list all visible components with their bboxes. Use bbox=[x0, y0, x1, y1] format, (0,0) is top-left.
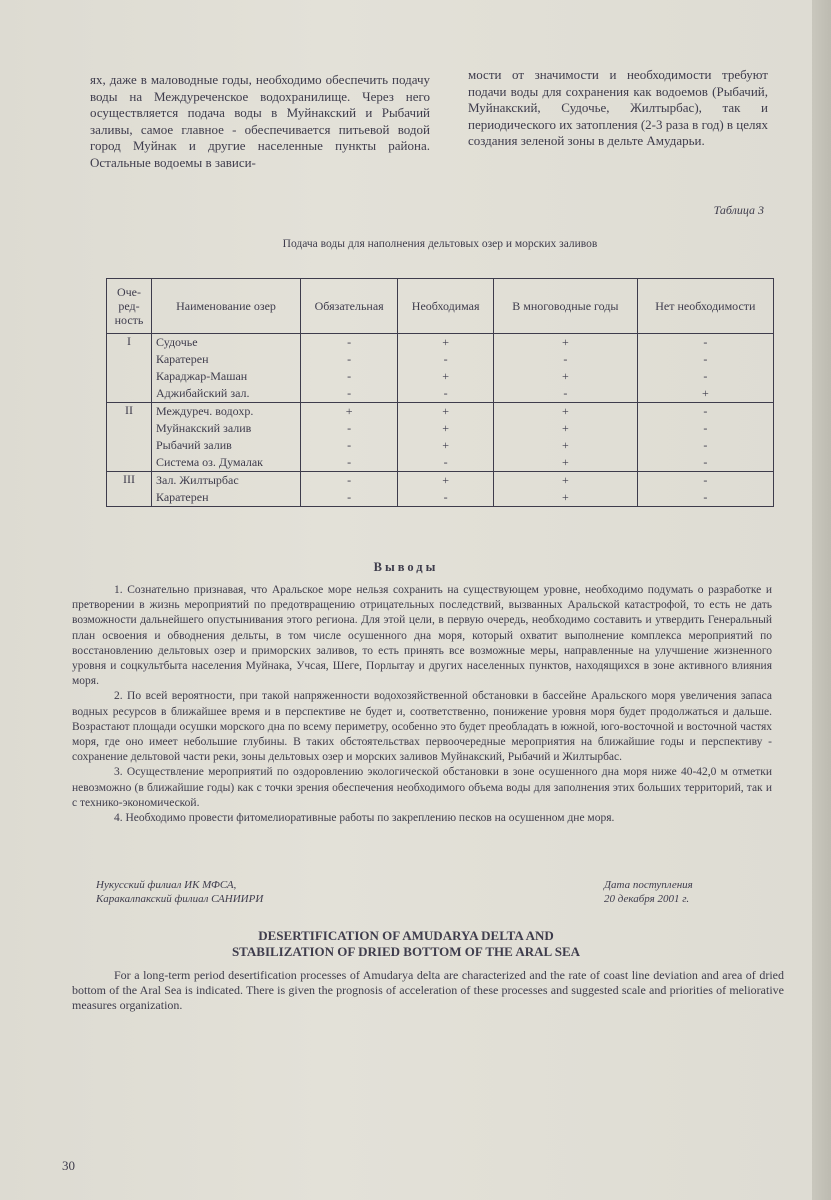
mark: + bbox=[561, 473, 569, 487]
mark: + bbox=[561, 438, 569, 452]
lake-name: Аджибайский зал. bbox=[156, 386, 250, 400]
lake-name: Каратерен bbox=[156, 352, 209, 366]
water-supply-table bbox=[106, 278, 774, 507]
high-water-cell bbox=[494, 472, 638, 507]
lake-name: Зал. Жилтырбас bbox=[156, 473, 239, 487]
necessary-cell bbox=[398, 334, 494, 403]
mark: + bbox=[701, 386, 709, 400]
received-date bbox=[604, 878, 693, 906]
text-column-left: ях, даже в маловодные годы, необходимо обеспечить подачу воды на Междуреченское водохранилище. Через него осуществляется подача воды в Муйнакский и Рыбачий заливы, самое главное - обеспечивается питьевой водой город Муйнак и другие населенные пункты района. Остальные водоемы в зависи- bbox=[90, 72, 430, 170]
mandatory-cell bbox=[301, 472, 398, 507]
necessary-cell bbox=[398, 472, 494, 507]
mark: - bbox=[703, 455, 708, 469]
conclusion-paragraph: 4. Необходимо провести фитомелиоративные работы по закреплению песков на осушенном дне моря. bbox=[114, 812, 615, 825]
affiliation-line: Каракалпакский филиал САНИИРИ bbox=[96, 893, 264, 905]
lake-name: Рыбачий залив bbox=[156, 438, 232, 452]
mark: - bbox=[703, 438, 708, 452]
mandatory-cell bbox=[301, 334, 398, 403]
mark: - bbox=[347, 473, 352, 487]
english-title bbox=[0, 928, 812, 960]
lake-names-cell bbox=[152, 403, 301, 472]
mark: - bbox=[347, 369, 352, 383]
table-group-row bbox=[107, 334, 774, 403]
mark: + bbox=[442, 473, 450, 487]
lake-name: Междуреч. водохр. bbox=[156, 404, 254, 418]
mark: + bbox=[442, 335, 450, 349]
header-necessary: Необходимая bbox=[398, 279, 494, 334]
page-edge bbox=[812, 0, 831, 1200]
table-group-row bbox=[107, 403, 774, 472]
conclusions-title: Выводы bbox=[373, 560, 439, 574]
header-not-needed: Нет необходимости bbox=[637, 279, 773, 334]
mark: - bbox=[563, 352, 568, 366]
mark: - bbox=[703, 473, 708, 487]
table-group-row bbox=[107, 472, 774, 507]
affiliation-line: Нукусский филиал ИК МФСА, bbox=[96, 879, 237, 891]
mark: - bbox=[703, 421, 708, 435]
mark: - bbox=[703, 404, 708, 418]
mark: - bbox=[443, 352, 448, 366]
mark: - bbox=[347, 352, 352, 366]
priority-cell: II bbox=[107, 403, 152, 472]
conclusion-paragraph: 1. Сознательно признавая, что Аральское море нельзя сохранить на существующем уровне, необходимо подумать о разработке и претворении в жизнь мероприятий по предотвращению отрицательных последствий, вызванных Аральской катастрофой, то есть не дать возможности дальнейшего опустынивания этого региона. Для этой цели, в первую очередь, необходимо составить и утвердить Генеральный план освоения и обводнения дельты, в том числе осушенного дна моря, который охватит выполнение комплекса мероприятий по восстановлению дельтовых озер и приморских заливов, то есть принять все возможные меры, направленные на улучшение жизненного уровня и соцкультбыта населения Муйнака, Учсая, Шеге, Порлытау и других населенных пунктов, находящихся в зоне активного влияния моря. bbox=[72, 584, 772, 688]
mark: + bbox=[561, 490, 569, 504]
mark: + bbox=[561, 335, 569, 349]
received-value: 20 декабря 2001 г. bbox=[604, 893, 690, 905]
lake-name: Муйнакский залив bbox=[156, 421, 252, 435]
lake-names-cell bbox=[152, 472, 301, 507]
mark: - bbox=[443, 386, 448, 400]
mark: - bbox=[703, 369, 708, 383]
mark: - bbox=[347, 335, 352, 349]
english-title-line: STABILIZATION OF DRIED BOTTOM OF THE ARAL SEA bbox=[231, 944, 581, 959]
mark: + bbox=[345, 404, 353, 418]
mark: - bbox=[703, 490, 708, 504]
conclusion-paragraph: 2. По всей вероятности, при такой напряженности водохозяйственной обстановки в бассейне Аральского моря увеличения запаса водных ресурсов в ближайшее время и в перспективе не будет и, соответственно, понижение уровня моря будет продолжаться и дальше. Возрастают площади осушки морского дна по всему периметру, особенно это будет преобладать в южной, юго-восточной и восточной частях моря, где оно имеет небольшие глубины. В таких обстоятельствах первоочередные мероприятия на ближайшие годы и перспективу - сохранение дельтовой части реки, зоны дельтовых озер и морских заливов Муйнакский, Рыбачий и Жилтырбас. bbox=[72, 690, 772, 764]
not-needed-cell bbox=[637, 334, 773, 403]
table-header-row bbox=[107, 279, 774, 334]
english-title-line: DESERTIFICATION OF AMUDARYA DELTA AND bbox=[258, 928, 554, 943]
text-column-right: мости от значимости и необходимости требуют подачи воды для сохранения как водоемов (Рыбачий, Муйнакский, Судочье, Жилтырбас), так и периодического их затопления (2-3 раза в год) в целях создания зеленой зоны в дельте Амударьи. bbox=[468, 67, 768, 148]
english-abstract: For a long-term period desertification processes of Amudarya delta are characterized and the rate of coast line deviation and area of dried bottom of the Aral Sea is indicated. There is given the prognosis of acceleration of these processes and suggested scale and priorities of meliorative measures organization. bbox=[72, 968, 784, 1012]
mark: - bbox=[443, 490, 448, 504]
high-water-cell bbox=[494, 334, 638, 403]
mark: + bbox=[442, 438, 450, 452]
mark: - bbox=[563, 386, 568, 400]
header-mandatory: Обязательная bbox=[301, 279, 398, 334]
header-high-water-years: В многоводные годы bbox=[494, 279, 638, 334]
mark: + bbox=[442, 369, 450, 383]
not-needed-cell bbox=[637, 403, 773, 472]
lake-name: Караджар-Машан bbox=[156, 369, 248, 383]
table-caption: Подача воды для наполнения дельтовых озер и морских заливов bbox=[282, 238, 598, 250]
mark: - bbox=[443, 455, 448, 469]
conclusions-body bbox=[72, 583, 772, 826]
page-number: 30 bbox=[62, 1158, 75, 1173]
mark: + bbox=[442, 421, 450, 435]
header-lake-name: Наименование озер bbox=[152, 279, 301, 334]
mark: + bbox=[561, 421, 569, 435]
mark: - bbox=[347, 438, 352, 452]
not-needed-cell bbox=[637, 472, 773, 507]
lake-name: Судочье bbox=[156, 335, 198, 349]
mark: - bbox=[347, 386, 352, 400]
high-water-cell bbox=[494, 403, 638, 472]
affiliation bbox=[96, 878, 263, 906]
header-priority: Оче-ред-ность bbox=[107, 279, 152, 334]
priority-cell: III bbox=[107, 472, 152, 507]
mark: + bbox=[561, 404, 569, 418]
lake-names-cell bbox=[152, 334, 301, 403]
mark: - bbox=[347, 490, 352, 504]
lake-name: Система оз. Думалак bbox=[156, 455, 264, 469]
necessary-cell bbox=[398, 403, 494, 472]
mark: + bbox=[561, 369, 569, 383]
table-label: Таблица 3 bbox=[713, 203, 764, 217]
priority-cell: I bbox=[107, 334, 152, 403]
conclusion-paragraph: 3. Осуществление мероприятий по оздоровлению экологической обстановки в зоне осушенного дна моря ниже 40-42,0 м отметки невозможно (в ближайшие годы) как с точки зрения обеспечения необходимого объема воды для заполнения этих больших территорий, так и с технико-экономической. bbox=[72, 766, 772, 809]
mark: - bbox=[347, 455, 352, 469]
received-label: Дата поступления bbox=[604, 879, 693, 891]
mandatory-cell bbox=[301, 403, 398, 472]
mark: + bbox=[442, 404, 450, 418]
mark: - bbox=[703, 352, 708, 366]
mark: - bbox=[703, 335, 708, 349]
mark: + bbox=[561, 455, 569, 469]
lake-name: Каратерен bbox=[156, 490, 209, 504]
mark: - bbox=[347, 421, 352, 435]
